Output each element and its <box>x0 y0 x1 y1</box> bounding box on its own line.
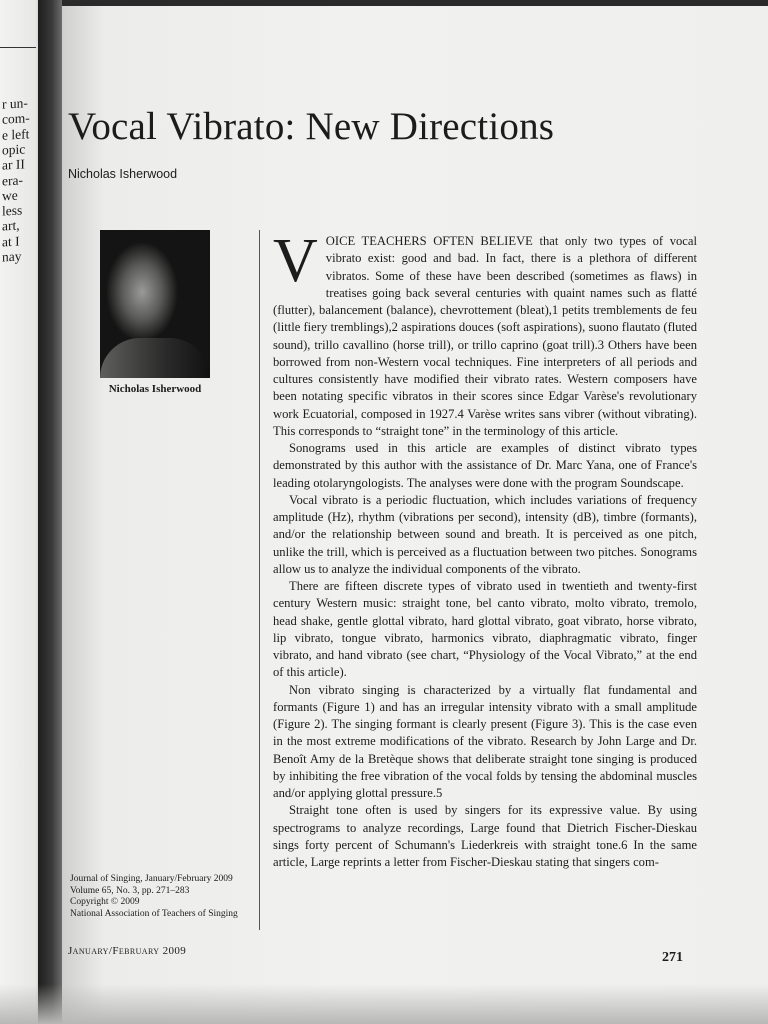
facing-page-line: ar II <box>2 156 25 173</box>
facing-page-line: at I <box>2 233 20 250</box>
author-photo-caption: Nicholas Isherwood <box>108 383 202 395</box>
facing-page-line: com- <box>2 110 30 128</box>
paragraph-1-text: that only two types of vocal vibrato exist: good and bad. In fact, there is a plethora of different vibratos. Some of these have been described (sometimes as flaws) in treatises going back several centuries with quaint names such as flatté (flutter), balancement (balance), chevrottement (bleat),1 petits tremblements de feu (little fiery tremblings),2 aspirations douces (soft aspirations), suono flautato (fluted sound), trillo cavallino (horse trill), or trillo caprino (goat trill).3 Others have been borrowed from non-Western vocal techniques. Fine interpreters of all periods and cultures consistently have modified their vibrato rates. Western composers have been notating specific vibratos in their scores since Edgar Varèse's revolutionary work Ecuatorial, composed in 1927.4 Varèse writes sans vibrer (without vibrating). This corresponds to “straight tone” in the terminology of this article. <box>273 234 697 438</box>
facing-page-line: art, <box>2 217 20 234</box>
article-page <box>62 0 768 1024</box>
facing-page-rule <box>0 47 36 48</box>
column-divider <box>259 230 260 930</box>
body-paragraph-4: There are fifteen discrete types of vibrato used in twentieth and twenty-first century Western music: straight tone, bel canto vibrato, molto vibrato, tremolo, head shake, gentle glottal vibrato, hard glottal vibrato, goat vibrato, horse vibrato, lip vibrato, tongue vibrato, harmonics vibrato, diaphragmatic vibrato, finger vibrato, and hand vibrato (see chart, “Physiology of the Vocal Vibrato,” at the end of this article). <box>273 579 697 680</box>
facing-page-line: era- <box>2 171 23 189</box>
article-author: Nicholas Isherwood <box>68 167 178 181</box>
pub-info-volume: Volume 65, No. 3, pp. 271–283 <box>70 885 190 896</box>
facing-page-line: nay <box>2 248 22 265</box>
author-photo-shoulder <box>100 338 210 378</box>
facing-page-line: we <box>2 187 18 204</box>
facing-page-line: e left <box>2 125 30 143</box>
facing-page-line: opic <box>2 141 26 158</box>
page-bottom-shade <box>0 984 768 1024</box>
lead-in-small-caps: OICE TEACHERS OFTEN BELIEVE <box>325 234 533 248</box>
article-title: Vocal Vibrato: New Directions <box>68 105 555 148</box>
author-photo <box>100 230 210 378</box>
body-paragraph-2: Sonograms used in this article are examples of distinct vibrato types demonstrated by this author with the assistance of Dr. Marc Yana, one of France's leading otolaryngologists. The analyses were done with the program Soundscape. <box>273 441 697 490</box>
pub-info-journal: Journal of Singing, January/February 2009 <box>70 874 233 884</box>
pub-info-publisher: National Association of Teachers of Singing <box>70 908 238 919</box>
page-top-edge <box>62 0 768 6</box>
pub-info-copyright: Copyright © 2009 <box>70 897 140 908</box>
page-number: 271 <box>662 950 683 965</box>
body-paragraph-1 <box>273 227 697 440</box>
drop-cap: V <box>273 227 318 295</box>
facing-page-line: r un- <box>2 95 28 112</box>
facing-page-line: less <box>2 202 23 219</box>
article-body <box>273 227 697 871</box>
body-paragraph-6: Straight tone often is used by singers for its expressive value. By using spectrograms to analyze recordings, Large found that Dietrich Fischer-Dieskau sings forty percent of Schumann's Liederkreis with straight tone.6 In the same article, Large reprints a letter from Fischer-Dieskau stating that singers com- <box>273 803 697 869</box>
footer-issue-date: January/February 2009 <box>68 945 187 957</box>
body-paragraph-3: Vocal vibrato is a periodic fluctuation, which includes variations of frequency amplitude (Hz), rhythm (vibrations per second), intensity (dB), timbre (formants), and/or the relationship between sound and breath. It is perceived as one pitch, unlike the trill, which is perceived as a fluctuation between two pitches. Sonograms allow us to analyze the individual components of the vibrato. <box>273 492 697 576</box>
publication-info <box>70 874 238 920</box>
body-paragraph-5: Non vibrato singing is characterized by a virtually flat fundamental and formants (Figure 1) and has an irregular intensity vibrato with a small amplitude (Figure 2). The singing formant is clearly present (Figure 3). This is the case even in the most extreme modifications of the vibrato. Research by John Large and Dr. Benoît Amy de la Bretèque shows that deliberate straight tone singing is produced by inhibiting the free vibration of the vocal folds by tensing the abdominal muscles and/or applying glottal pressure.5 <box>273 682 697 800</box>
